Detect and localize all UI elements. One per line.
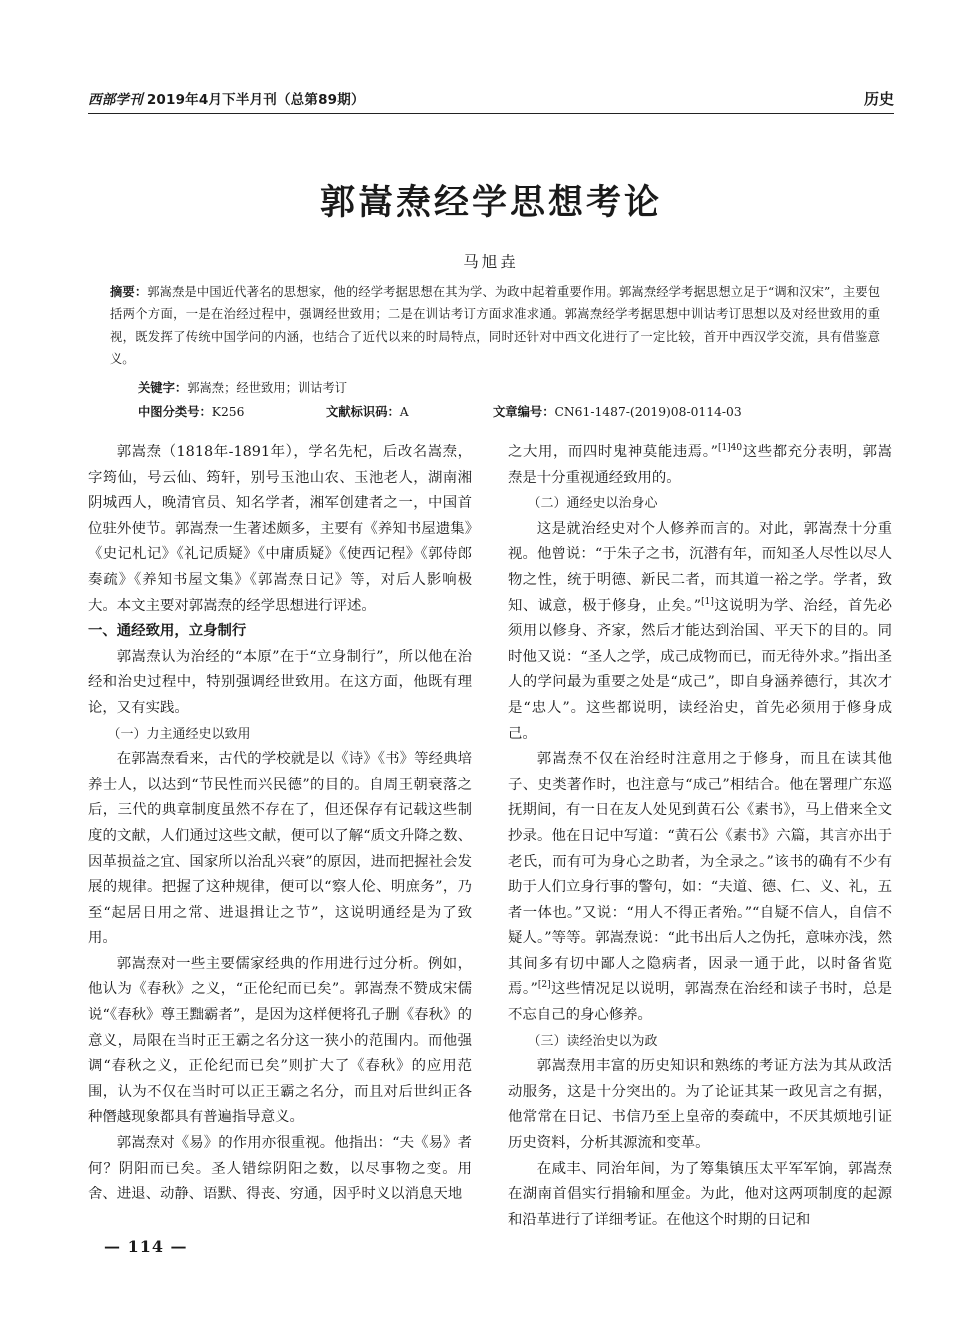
- body-paragraph: 在咸丰、同治年间，为了筹集镇压太平军军饷，郭嵩焘在湖南首倡实行捐输和厘金。为此，他对这两项制度的起源和沿革进行了详细考证。在他这个时期的日记和: [508, 1160, 892, 1228]
- paragraph-text: 郭嵩焘不仅在治经时注意用之于修身，而且在读其他子、史类著作时，也注意与“成己”相结合。他在署理广东巡抚期间，有一日在友人处见到黄石公《素书》，马上借来全文抄录。他在日记中写道：“黄石公《素书》六篇，其言亦出于老氏，而有可为身心之助者，为全录之。”该书的确有不少有助于人们立身行事的警句，如：“夫道、德、仁、义、礼，五者一体也。”又说：“用人不得正者殆。”“自疑不信人，自信不疑人。”等等。郭嵩焘说：“此书出后人之伪托，意味亦浅，然其间多有切中鄙人之隐病者，因录一通于此，以时备省览焉。”: [508, 751, 892, 998]
- classification-line: [138, 402, 878, 422]
- body-paragraph: [508, 517, 892, 747]
- body-paragraph: [508, 747, 892, 1029]
- abstract-text: 郭嵩焘是中国近代著名的思想家，他的经学考据思想在其为学、为政中起着重要作用。郭嵩焘经学考据思想立足于“调和汉宋”，主要包括两个方面，一是在治经过程中，强调经世致用；二是在训诂考订方面求准求通。郭嵩焘经学考据思想中训诂考订思想以及对经世致用的重视，既发挥了传统中国学问的内涵，也结合了近代以来的时局特点，同时还针对中西文化进行了一定比较，首开中西汉学交流，具有借鉴意义。: [110, 285, 880, 367]
- running-header: [88, 88, 894, 114]
- subsection-heading: （三）读经治史以为政: [527, 1033, 658, 1049]
- paragraph-text: 这是就治经史对个人修养而言的。对此，郭嵩焘十分重视。他曾说：“于朱子之书，沉潜有年，而知圣人尽性以尽人物之性，统于明德、新民二者，而其道一裕之学。学者，致知、诚意，极于修身，止矣。”: [508, 520, 892, 614]
- article-title: 郭嵩焘经学思想考论: [319, 183, 662, 223]
- page-number: — 114 —: [104, 1237, 188, 1256]
- keywords-text: 郭嵩焘；经世致用；训诂考订: [187, 381, 348, 395]
- doc-label: 文献标识码：: [326, 405, 400, 419]
- abstract: [110, 281, 880, 371]
- journal-issue: 2019年4月下半月刊（总第89期）: [146, 92, 365, 108]
- body-column-right: [508, 440, 892, 1233]
- paragraph-text: 这些情况足以说明，郭嵩焘在治经和读子书时，总是不忘自己的身心修养。: [508, 981, 892, 1024]
- citation: [1]: [701, 596, 714, 607]
- section-label: 历史: [863, 90, 894, 108]
- body-paragraph: 在郭嵩焘看来，古代的学校就是以《诗》《书》等经典培养士人，以达到“节民性而兴民德”的目的。自周王朝衰落之后，三代的典章制度虽然不存在了，但还保存有记载这些制度的文献，人们通过这些文献，便可以了解“质文升降之数、因革损益之宜、国家所以治乱兴衰”的原因，进而把握社会发展的规律。把握了这种规律，便可以“察人伦、明庶务”，乃至“起居日用之常、进退揖让之节”，这说明通经是为了致用。: [88, 751, 472, 947]
- doc-code: [326, 402, 409, 420]
- journal-name: 西部学刊: [88, 92, 143, 108]
- clc-value: K256: [211, 405, 245, 419]
- section-heading: 一、通经致用，立身制行: [88, 623, 247, 640]
- journal-info: [88, 88, 365, 108]
- header-rule: [88, 113, 894, 114]
- paragraph-text: 之大用，而四时鬼神莫能违焉。”: [508, 444, 718, 460]
- body-paragraph: 郭嵩焘（1818年-1891年），学名先杞，后改名嵩焘，字筠仙，号云仙、筠轩，别号玉池山农、玉池老人，湖南湘阴城西人，晚清官员、知名学者，湘军创建者之一，中国首位驻外使节。郭嵩焘一生著述颇多，主要有《养知书屋遗集》《史记札记》《礼记质疑》《中庸质疑》《使西记程》《郭侍郎奏疏》《养知书屋文集》《郭嵩焘日记》等，对后人影响极大。本文主要对郭嵩焘的经学思想进行评述。: [88, 444, 472, 614]
- citation: [1]40: [717, 443, 743, 454]
- article-author: 马旭垚: [463, 253, 519, 271]
- doc-value: A: [399, 405, 409, 419]
- subsection-heading: （二）通经史以治身心: [527, 496, 658, 512]
- citation: [2]: [537, 980, 551, 991]
- paragraph-text: 这些都充分表明，郭嵩焘是十分重视通经致用的。: [508, 444, 892, 486]
- body-paragraph: 郭嵩焘用丰富的历史知识和熟练的考证方法为其从政活动服务，这是十分突出的。为了论证其某一政见言之有据，他常常在日记、书信乃至上皇帝的奏疏中，不厌其烦地引证历史资料，分析其源流和变革。: [508, 1058, 892, 1152]
- article-number: [493, 402, 742, 420]
- keywords-label: 关键字：: [138, 381, 188, 395]
- keywords: [138, 378, 878, 396]
- article-number-label: 文章编号：: [493, 405, 555, 419]
- subsection-heading: （一）力主通经史以致用: [107, 726, 251, 742]
- body-column-left: [88, 440, 472, 1208]
- clc-code: [138, 402, 244, 420]
- body-paragraph: 郭嵩焘对一些主要儒家经典的作用进行过分析。例如，他认为《春秋》之义，“正伦纪而已矣”。郭嵩焘不赞成宋儒说“《春秋》尊王黜霸者”，是因为这样便将孔子删《春秋》的意义，局限在当时正王霸之名分这一狭小的范围内。而他强调“春秋之义，正伦纪而已矣”则扩大了《春秋》的应用范围，认为不仅在当时可以正王霸之名分，而且对后世纠正各种僭越现象都具有普遍指导意义。: [88, 955, 472, 1126]
- body-paragraph: 郭嵩焘认为治经的“本原”在于“立身制行”，所以他在治经和治史过程中，特别强调经世致用。在这方面，他既有理论，又有实践。: [88, 648, 472, 716]
- body-paragraph: 郭嵩焘对《易》的作用亦很重视。他指出：“夫《易》者何？阴阳而已矣。圣人错综阴阳之数，以尽事物之变。用舍、进退、动静、语默、得丧、穷通，因乎时义以消息天地: [88, 1135, 472, 1203]
- paragraph-text: 这说明为学、治经，首先必须用以修身、齐家，然后才能达到治国、平天下的目的。同时他又说：“圣人之学，成己成物而已，而无待外求。”指出圣人的学问最为重要之处是“成己”，即自身涵养德行，其次才是“忠人”。这些都说明，读经治史，首先必须用于修身成己。: [508, 597, 892, 742]
- abstract-label: 摘要：: [110, 285, 148, 299]
- body-paragraph: [508, 440, 892, 491]
- article-number-value: CN61-1487-(2019)08-0114-03: [554, 405, 742, 419]
- clc-label: 中图分类号：: [138, 405, 212, 419]
